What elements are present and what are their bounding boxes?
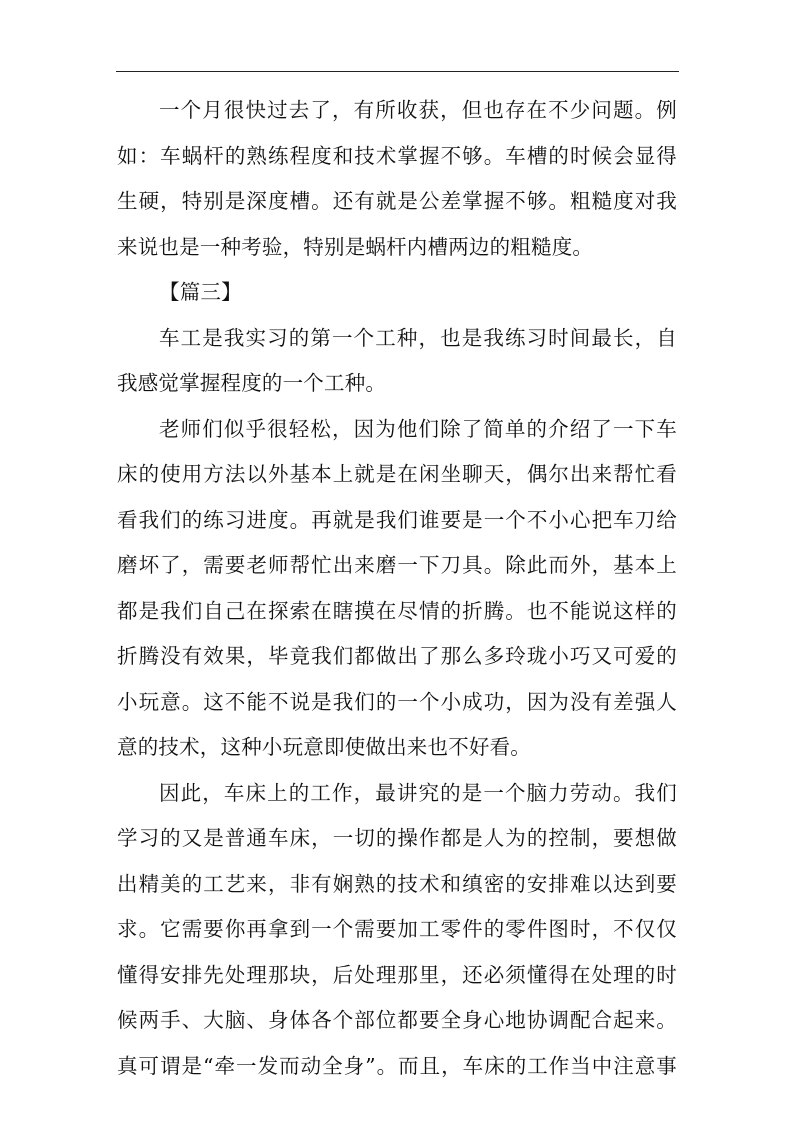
body-text: [117, 88, 677, 1089]
paragraph-line: 都是我们自己在探索在瞎摸在尽情的折腾。也不能说这样的: [117, 598, 677, 623]
paragraph-line: 小玩意。这不能不说是我们的一个小成功，因为没有差强人: [117, 689, 677, 714]
paragraph-line: 折腾没有效果，毕竟我们都做出了那么多玲珑小巧又可爱的: [117, 644, 677, 668]
paragraph-line: 真可谓是“牵一发而动全身”。而且，车床的工作当中注意事: [117, 1053, 677, 1078]
paragraph-line: 如：车蜗杆的熟练程度和技术掌握不够。车槽的时候会显得: [117, 143, 677, 168]
paragraph-line: 磨坏了，需要老师帮忙出来磨一下刀具。除此而外，基本上: [117, 553, 677, 577]
paragraph-line: 求。它需要你再拿到一个需要加工零件的零件图时，不仅仅: [117, 917, 677, 941]
paragraph-line: 出精美的工艺来，非有娴熟的技术和缜密的安排难以达到要: [117, 871, 677, 896]
paragraph-line: 我感觉掌握程度的一个工种。: [117, 371, 387, 395]
paragraph-line: 一个月很快过去了，有所收获，但也存在不少问题。例: [159, 98, 677, 122]
paragraph-line: 老师们似乎很轻松，因为他们除了简单的介绍了一下车: [159, 416, 677, 441]
paragraph-line: 来说也是一种考验，特别是蜗杆内槽两边的粗糙度。: [117, 234, 594, 259]
paragraph-line: 学习的又是普通车床，一切的操作都是人为的控制，要想做: [117, 826, 677, 850]
paragraph-line: 意的技术，这种小玩意即使做出来也不好看。: [117, 735, 531, 759]
paragraph-line: 看我们的练习进度。再就是我们谁要是一个不小心把车刀给: [117, 507, 677, 532]
paragraph-line: 因此，车床上的工作，最讲究的是一个脑力劳动。我们: [159, 780, 677, 805]
paragraph-line: 候两手、大脑、身体各个部位都要全身心地协调配合起来。: [117, 1008, 677, 1032]
paragraph-line: 床的使用方法以外基本上就是在闲坐聊天，偶尔出来帮忙看: [117, 462, 677, 486]
header-rule: [116, 71, 679, 72]
paragraph-line: 懂得安排先处理那块，后处理那里，还必须懂得在处理的时: [117, 962, 677, 987]
paragraph-line: 生硬，特别是深度槽。还有就是公差掌握不够。粗糙度对我: [117, 189, 677, 213]
paragraph-line: 车工是我实习的第一个工种，也是我练习时间最长，自: [159, 325, 677, 350]
section-heading: 【篇三】: [159, 280, 242, 304]
